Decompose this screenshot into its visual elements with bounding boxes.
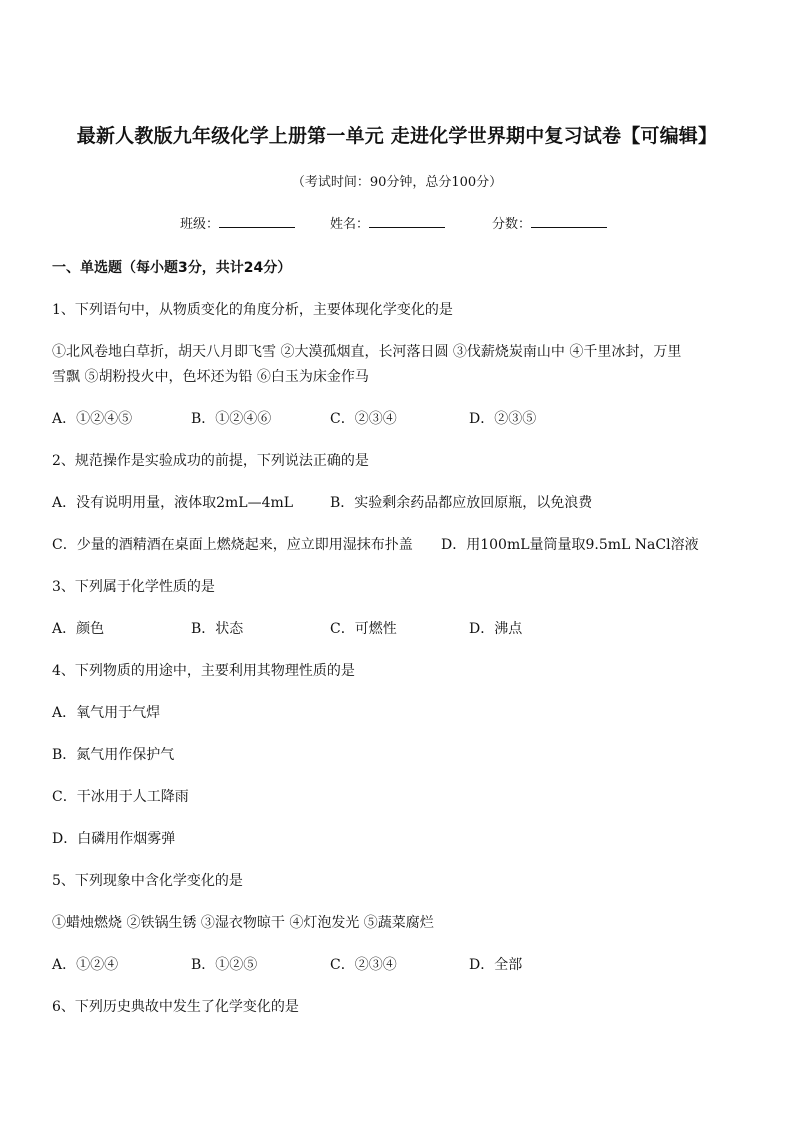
option-b: B．氮气用作保护气 [52, 747, 175, 763]
class-blank [219, 215, 295, 228]
page-title: 最新人教版九年级化学上册第一单元 走进化学世界期中复习试卷【可编辑】 [76, 125, 718, 147]
option-a: A．①②④ [52, 957, 119, 973]
question-1-stem: 1、下列语句中，从物质变化的角度分析，主要体现化学变化的是 [52, 302, 453, 318]
option-a: A．颜色 [52, 621, 105, 637]
question-3-stem: 3、下列属于化学性质的是 [52, 579, 215, 595]
option-b: B．①②⑤ [191, 957, 258, 973]
option-c: C．②③④ [330, 411, 397, 427]
question-4-stem: 4、下列物质的用途中，主要利用其物理性质的是 [52, 663, 355, 679]
option-c: C．②③④ [330, 957, 397, 973]
name-field [330, 215, 445, 234]
option-b: B．实验剩余药品都应放回原瓶，以免浪费 [330, 495, 593, 511]
question-2-stem: 2、规范操作是实验成功的前提，下列说法正确的是 [52, 453, 369, 469]
option-b: B．状态 [191, 621, 244, 637]
name-label: 姓名： [330, 217, 370, 232]
option-d: D．②③⑤ [469, 411, 537, 427]
option-a: A．①②④⑤ [52, 411, 133, 427]
option-b: B．①②④⑥ [191, 411, 272, 427]
option-a: A．氧气用于气焊 [52, 705, 161, 721]
class-label: 班级： [180, 217, 220, 232]
question-1-extra-line-1: ①北风卷地白草折，胡天八月即飞雪 ②大漠孤烟直，长河落日圆 ③伐薪烧炭南山中 ④千里冰封，万里 [52, 344, 682, 360]
class-field [180, 215, 295, 234]
score-blank [531, 215, 607, 228]
option-c: C．干冰用于人工降雨 [52, 789, 189, 805]
option-c: C．可燃性 [330, 621, 397, 637]
option-d: D．全部 [469, 957, 523, 973]
question-5-extra: ①蜡烛燃烧 ②铁锅生锈 ③湿衣物晾干 ④灯泡发光 ⑤蔬菜腐烂 [52, 915, 434, 931]
score-field [492, 215, 607, 234]
question-1-extra-line-2: 雪飘 ⑤胡粉投火中，色坏还为铅 ⑥白玉为床金作马 [52, 369, 369, 385]
option-d: D．沸点 [469, 621, 523, 637]
name-blank [369, 215, 445, 228]
score-label: 分数： [492, 217, 532, 232]
option-c: C．少量的酒精酒在桌面上燃烧起来，应立即用湿抹布扑盖 [52, 537, 413, 553]
section-heading: 一、单选题（每小题3分，共计24分） [52, 260, 292, 276]
question-6-stem: 6、下列历史典故中发生了化学变化的是 [52, 999, 299, 1015]
option-a: A．没有说明用量，液体取2mL—4mL [52, 495, 294, 511]
option-d: D．白磷用作烟雾弹 [52, 831, 176, 847]
exam-subtitle: （考试时间：90分钟，总分100分） [291, 175, 503, 190]
option-d: D．用100mL量筒量取9.5mL NaCl溶液 [441, 537, 699, 553]
question-5-stem: 5、下列现象中含化学变化的是 [52, 873, 243, 889]
